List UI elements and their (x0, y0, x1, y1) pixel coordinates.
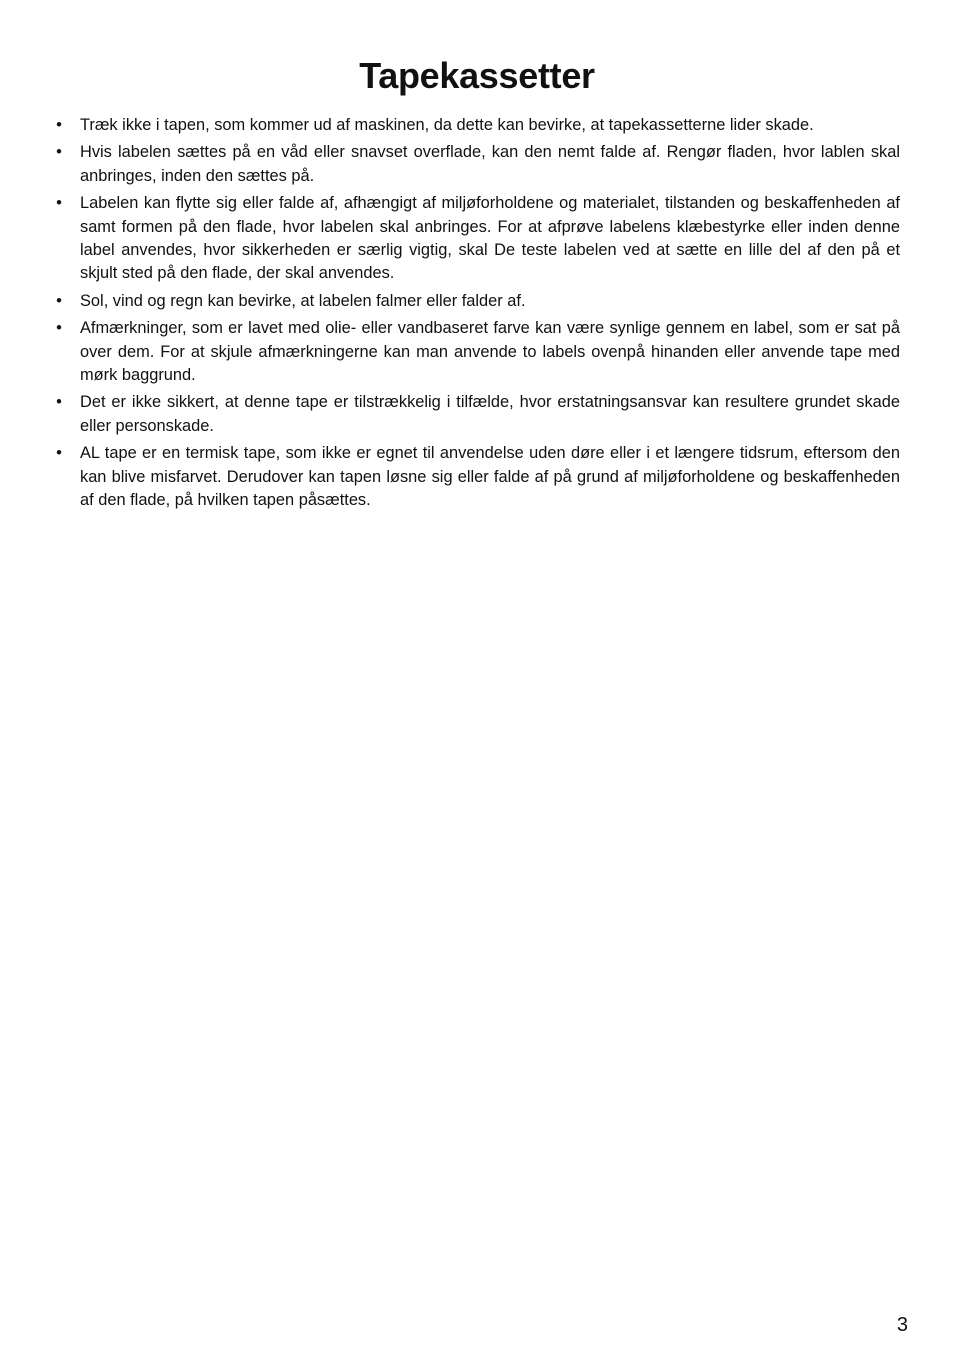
bullet-text: Afmærkninger, som er lavet med olie- eller vandbaseret farve kan være synlige gennem en label, som er sat på over dem. For at skjule afmærkningerne kan man anvende to labels ovenpå hinanden eller anvende tape med mørk baggrund. (80, 319, 900, 385)
bullet-item (52, 317, 900, 387)
bullet-list (52, 114, 900, 517)
bullet-item (52, 114, 900, 137)
bullet-text: Træk ikke i tapen, som kommer ud af maskinen, da dette kan bevirke, at tapekassetterne lider skade. (80, 116, 814, 134)
page-number: 3 (896, 1314, 908, 1336)
bullet-icon: • (56, 143, 62, 162)
bullet-icon: • (56, 393, 62, 412)
bullet-icon: • (56, 319, 62, 338)
bullet-icon: • (56, 194, 62, 213)
bullet-text: Det er ikke sikkert, at denne tape er tilstrækkelig i tilfælde, hvor erstatningsansvar kan resultere grundet skade eller personskade. (80, 393, 900, 435)
bullet-text: Labelen kan flytte sig eller falde af, afhængigt af miljøforholdene og materialet, tilstanden og beskaffenheden af samt formen på den flade, hvor labelen skal anbringes. For at afprøve labelens klæbestyrke eller inden denne label anvendes, hvor sikkerheden er særlig vigtig, skal De teste labelen ved at sætte en lille del af den på et skjult sted på den flade, der skal anvendes. (80, 194, 900, 283)
bullet-icon: • (56, 116, 62, 134)
bullet-text: AL tape er en termisk tape, som ikke er egnet til anvendelse uden døre eller i et længere tidsrum, eftersom den kan blive misfarvet. Derudover kan tapen løsne sig eller falde af på grund af miljøforholdene og beskaffenheden af den flade, på hvilken tapen påsættes. (80, 444, 900, 510)
bullet-icon: • (56, 291, 62, 310)
bullet-icon: • (56, 444, 62, 463)
bullet-text: Hvis labelen sættes på en våd eller snavset overflade, kan den nemt falde af. Rengør fladen, hvor lablen skal anbringes, inden den sættes på. (80, 143, 900, 185)
bullet-item (52, 442, 900, 512)
bullet-item (52, 141, 900, 188)
page-title: Tapekassetter (359, 55, 595, 96)
bullet-item (52, 391, 900, 438)
bullet-item (52, 192, 900, 286)
bullet-text: Sol, vind og regn kan bevirke, at labelen falmer eller falder af. (80, 291, 526, 310)
bullet-item (52, 290, 900, 313)
